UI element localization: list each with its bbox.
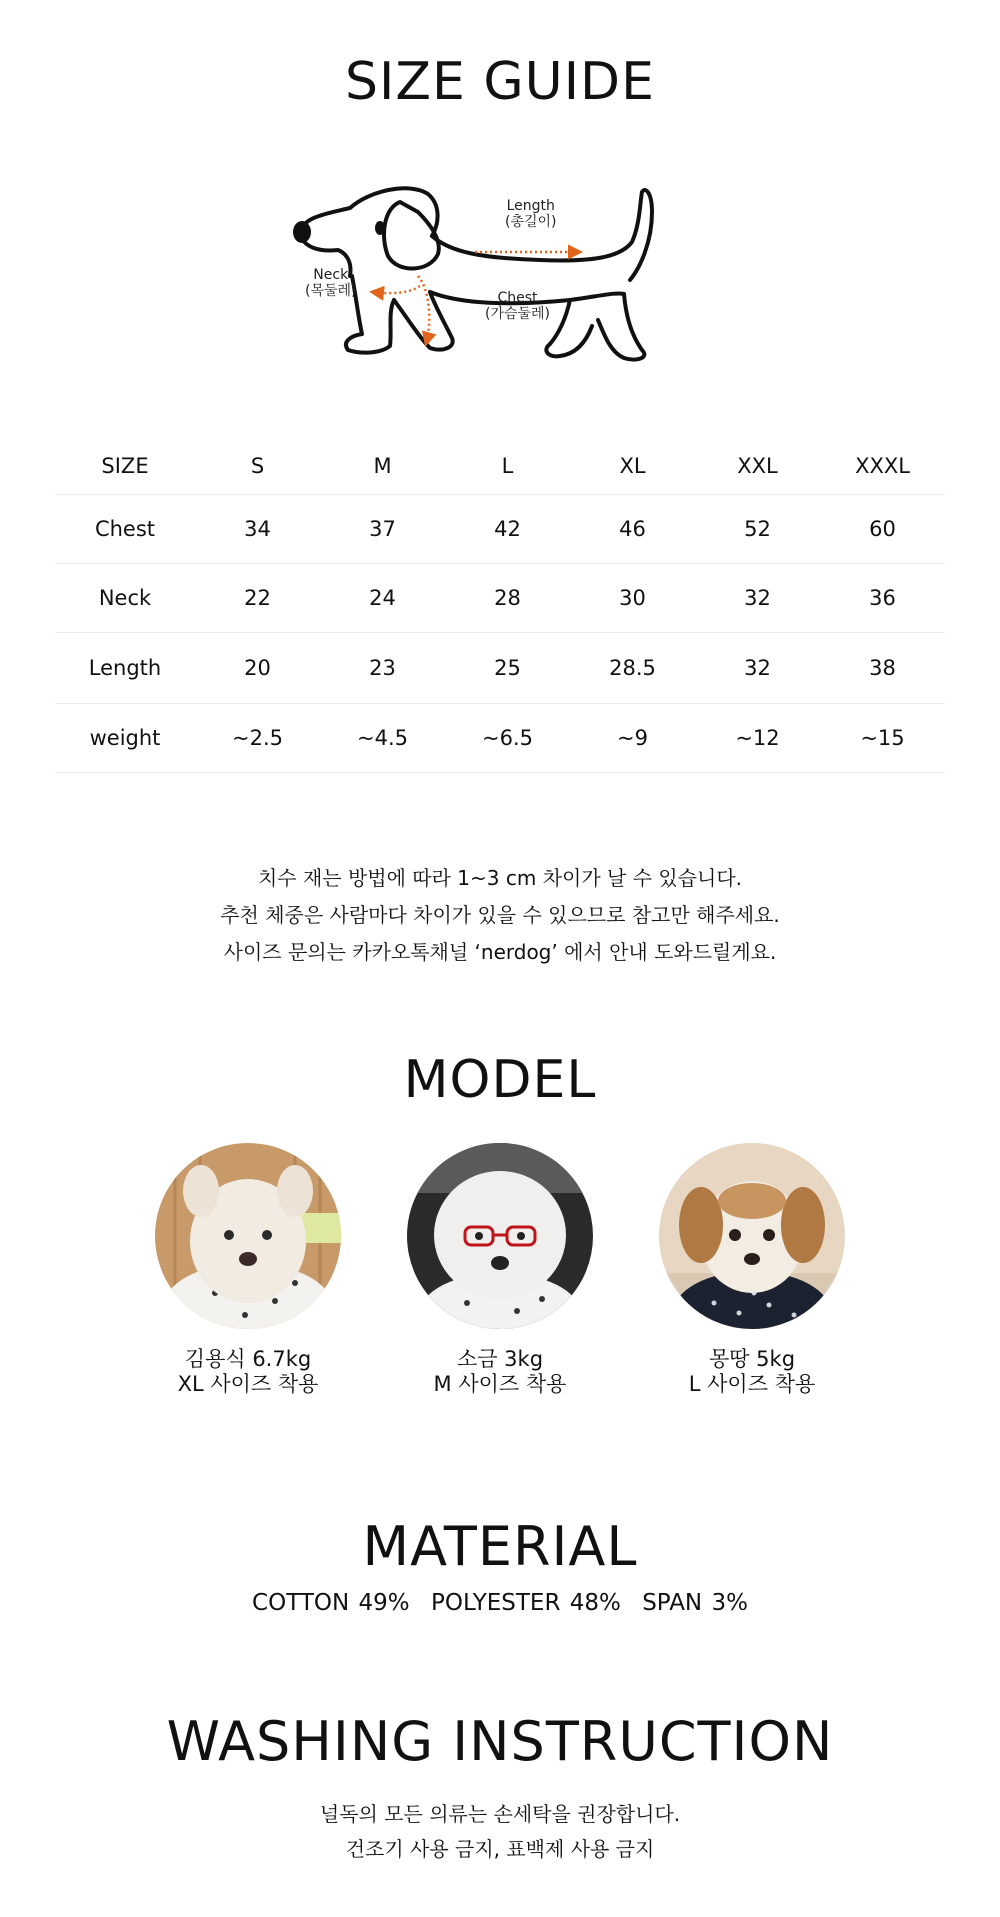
header-cell: M bbox=[373, 453, 392, 478]
washing-title: WASHING INSTRUCTION bbox=[166, 1710, 834, 1773]
table-cell: 24 bbox=[369, 586, 396, 610]
table-cell: 36 bbox=[869, 586, 896, 610]
header-cell: XXXL bbox=[855, 453, 910, 478]
table-row-neck bbox=[55, 564, 945, 633]
table-cell: 22 bbox=[244, 586, 271, 610]
model-caption: 소금 3kg M 사이즈 착용 bbox=[433, 1347, 567, 1396]
table-cell: 28.5 bbox=[609, 656, 656, 680]
neck-label: Neck (목둘레) bbox=[305, 267, 357, 299]
note-line: 사이즈 문의는 카카오톡채널 ‘nerdog’ 에서 안내 도와드릴게요. bbox=[223, 940, 777, 964]
table-row-weight bbox=[55, 704, 945, 773]
note-line: 추천 체중은 사람마다 차이가 있을 수 있으므로 참고만 해주세요. bbox=[220, 903, 780, 927]
model-title: MODEL bbox=[403, 1050, 597, 1110]
chest-label: Chest (가슴둘레) bbox=[485, 290, 551, 322]
table-row-chest bbox=[55, 495, 945, 564]
table-cell: ~2.5 bbox=[232, 726, 283, 750]
material-item: POLYESTER 48% bbox=[430, 1590, 621, 1616]
table-cell: 28 bbox=[494, 586, 521, 610]
table-cell: ~4.5 bbox=[357, 726, 408, 750]
size-guide-title: SIZE GUIDE bbox=[345, 52, 655, 112]
header-cell: SIZE bbox=[101, 453, 149, 478]
table-cell: 32 bbox=[744, 656, 771, 680]
model-photo bbox=[659, 1143, 845, 1329]
model-caption: 김용식 6.7kg XL 사이즈 착용 bbox=[177, 1347, 319, 1396]
dog-measurement-diagram bbox=[280, 172, 720, 392]
note-line: 치수 재는 방법에 따라 1~3 cm 차이가 날 수 있습니다. bbox=[257, 866, 743, 890]
table-cell: 46 bbox=[619, 517, 646, 541]
table-cell: ~6.5 bbox=[482, 726, 533, 750]
model-caption: 몽땅 5kg L 사이즈 착용 bbox=[688, 1347, 816, 1396]
table-cell: 42 bbox=[494, 517, 521, 541]
model-list bbox=[0, 1143, 1000, 1413]
model-card-sogeum bbox=[370, 1143, 630, 1397]
table-cell: 30 bbox=[619, 586, 646, 610]
table-row-length bbox=[55, 633, 945, 704]
length-label: Length (총길이) bbox=[505, 198, 557, 230]
washing-line: 건조기 사용 금지, 표백제 사용 금지 bbox=[345, 1837, 655, 1861]
table-cell: 37 bbox=[369, 517, 396, 541]
size-table-header bbox=[55, 437, 945, 495]
table-cell: 32 bbox=[744, 586, 771, 610]
washing-instructions bbox=[0, 1797, 1000, 1867]
header-cell: L bbox=[501, 453, 514, 478]
row-label: weight bbox=[89, 726, 161, 750]
table-cell: ~15 bbox=[860, 726, 905, 750]
table-cell: 34 bbox=[244, 517, 271, 541]
material-item: SPAN 3% bbox=[642, 1590, 748, 1616]
material-item: COTTON 49% bbox=[252, 1590, 410, 1616]
table-cell: 38 bbox=[869, 656, 896, 680]
table-cell: 20 bbox=[244, 656, 271, 680]
washing-line: 널독의 모든 의류는 손세탁을 권장합니다. bbox=[319, 1802, 681, 1826]
material-title: MATERIAL bbox=[362, 1515, 638, 1578]
material-composition bbox=[0, 1590, 1000, 1616]
table-cell: 52 bbox=[744, 517, 771, 541]
model-card-yongsik bbox=[118, 1143, 378, 1397]
header-cell: XL bbox=[619, 453, 646, 478]
table-cell: ~12 bbox=[735, 726, 780, 750]
model-card-mongttang bbox=[622, 1143, 882, 1397]
table-cell: 23 bbox=[369, 656, 396, 680]
header-cell: XXL bbox=[737, 453, 778, 478]
model-photo bbox=[155, 1143, 341, 1329]
header-cell: S bbox=[250, 453, 265, 478]
row-label: Chest bbox=[94, 517, 156, 541]
row-label: Length bbox=[88, 656, 162, 680]
size-table bbox=[55, 437, 945, 773]
size-notes bbox=[0, 860, 1000, 971]
model-photo bbox=[407, 1143, 593, 1329]
table-cell: ~9 bbox=[617, 726, 648, 750]
table-cell: 25 bbox=[494, 656, 521, 680]
row-label: Neck bbox=[98, 586, 152, 610]
table-cell: 60 bbox=[869, 517, 896, 541]
